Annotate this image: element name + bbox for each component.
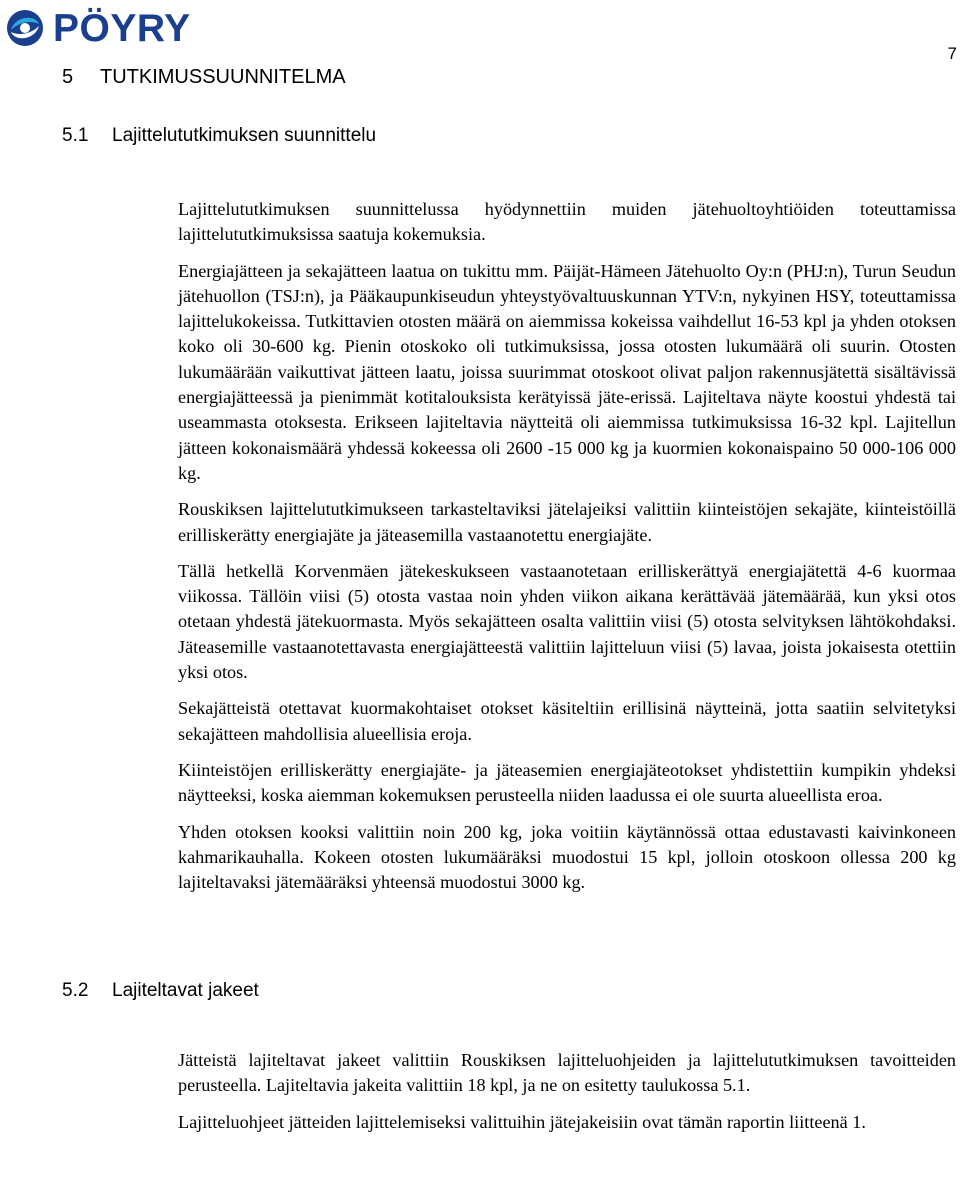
- company-logo: [5, 4, 245, 52]
- section-title: Lajiteltavat jakeet: [112, 980, 259, 1001]
- section-number: 5.2: [62, 980, 89, 1001]
- page-number: 7: [947, 44, 957, 63]
- paragraph: Tällä hetkellä Korvenmäen jätekeskukseen vastaanotetaan erilliskerättyä energiajätettä 4-6 kuormaa viikossa. Tällöin viisi (5) otosta vastaa noin yhden viikon aikana kerättävää jätemäärää, kun yksi otos otetaan yhdestä jätekuormasta. Myös sekajätteen osalta valittiin viisi (5) otosta selvityksen lähtökohdaksi. Jäteasemille vastaanotettavasta energiajätteestä valittiin lajitteluun viisi (5) lavaa, joista jokaisesta otettiin yksi otos.: [178, 560, 956, 683]
- paragraph: Rouskiksen lajittelututkimukseen tarkasteltaviksi jätelajeiksi valittiin kiinteistöjen sekajäte, kiinteistöillä erilliskerätty energiajäte ja jäteasemilla vastaanotettu energiajäte.: [178, 499, 956, 545]
- section-title: TUTKIMUSSUUNNITELMA: [100, 66, 346, 88]
- logo-text: PÖYRY: [53, 6, 191, 50]
- paragraph: Lajittelututkimuksen suunnittelussa hyödynnettiin muiden jätehuoltoyhtiöiden toteuttamissa lajittelututkimuksissa saatuja kokemuksia.: [178, 199, 956, 245]
- paragraph: Jätteistä lajiteltavat jakeet valittiin Rouskiksen lajitteluohjeiden ja lajittelututkimuksen tavoitteiden perusteella. Lajiteltavia jakeita valittiin 18 kpl, ja ne on esitetty taulukossa 5.1.: [178, 1050, 956, 1096]
- paragraph: Kiinteistöjen erilliskerätty energiajäte- ja jäteasemien energiajäteotokset yhdistettiin kumpikin yhdeksi näytteeksi, koska aiemman kokemuksen perusteella niiden laadussa ei ole suurta alueellista eroa.: [178, 759, 956, 806]
- paragraph: Energiajätteen ja sekajätteen laatua on tukittu mm. Päijät-Hämeen Jätehuolto Oy:n (PHJ:n), Turun Seudun jätehuollon (TSJ:n), ja Pääkaupunkiseudun yhteystyövaltuuskunnan YTV:n, nykyinen HSY, toteuttamissa lajittelukokeissa. Tutkittavien otosten määrä on aiemmissa kokeissa vaihdellut 16-53 kpl ja yhden otoksen koko oli 30-600 kg. Pienin otoskoko oli tutkimuksissa, jossa otosten lukumäärä oli suurin. Otosten lukumäärään vaikuttivat jätteen laatu, joissa suurimmat otoskoot olivat paljon rakennusjätettä sisältävissä energiajätteessä ja pienimmät kotitalouksista kerätyissä jäte-erissä. Lajiteltava näyte koostui yhdestä tai useammasta otoksesta. Erikseen lajiteltavia näytteitä oli aiemmissa tutkimuksissa 16-32 kpl. Lajitellun jätteen kokonaismäärä yhdessä kokeessa oli 2600 -15 000 kg ja kuormien kokonaispaino 50 000-106 000 kg.: [178, 260, 956, 483]
- section-title: Lajittelututkimuksen suunnittelu: [112, 125, 377, 146]
- poyry-swirl-icon: [5, 8, 45, 48]
- section-5-heading: [62, 66, 346, 89]
- section-5-2-heading: [62, 980, 259, 1002]
- section-5-1-heading: [62, 125, 376, 147]
- section-5-1-body: [178, 197, 956, 906]
- section-5-2-body: [178, 1048, 956, 1146]
- section-number: 5: [62, 66, 74, 88]
- paragraph: Lajitteluohjeet jätteiden lajittelemiseksi valittuihin jätejakeisiin ovat tämän raportin liitteenä 1.: [178, 1111, 866, 1132]
- section-number: 5.1: [62, 125, 89, 146]
- paragraph: Sekajätteistä otettavat kuormakohtaiset otokset käsiteltiin erillisinä näytteinä, jotta saatiin selvitetyksi sekajätteen mahdollisia alueellisia eroja.: [178, 698, 956, 744]
- paragraph: Yhden otoksen kooksi valittiin noin 200 kg, joka voitiin käytännössä ottaa edustavasti kaivinkoneen kahmarikauhalla. Kokeen otosten lukumääräksi muodostui 15 kpl, jolloin otoskoon ollessa 200 kg lajiteltavaksi jätemääräksi yhteensä muodostui 3000 kg.: [178, 821, 956, 893]
